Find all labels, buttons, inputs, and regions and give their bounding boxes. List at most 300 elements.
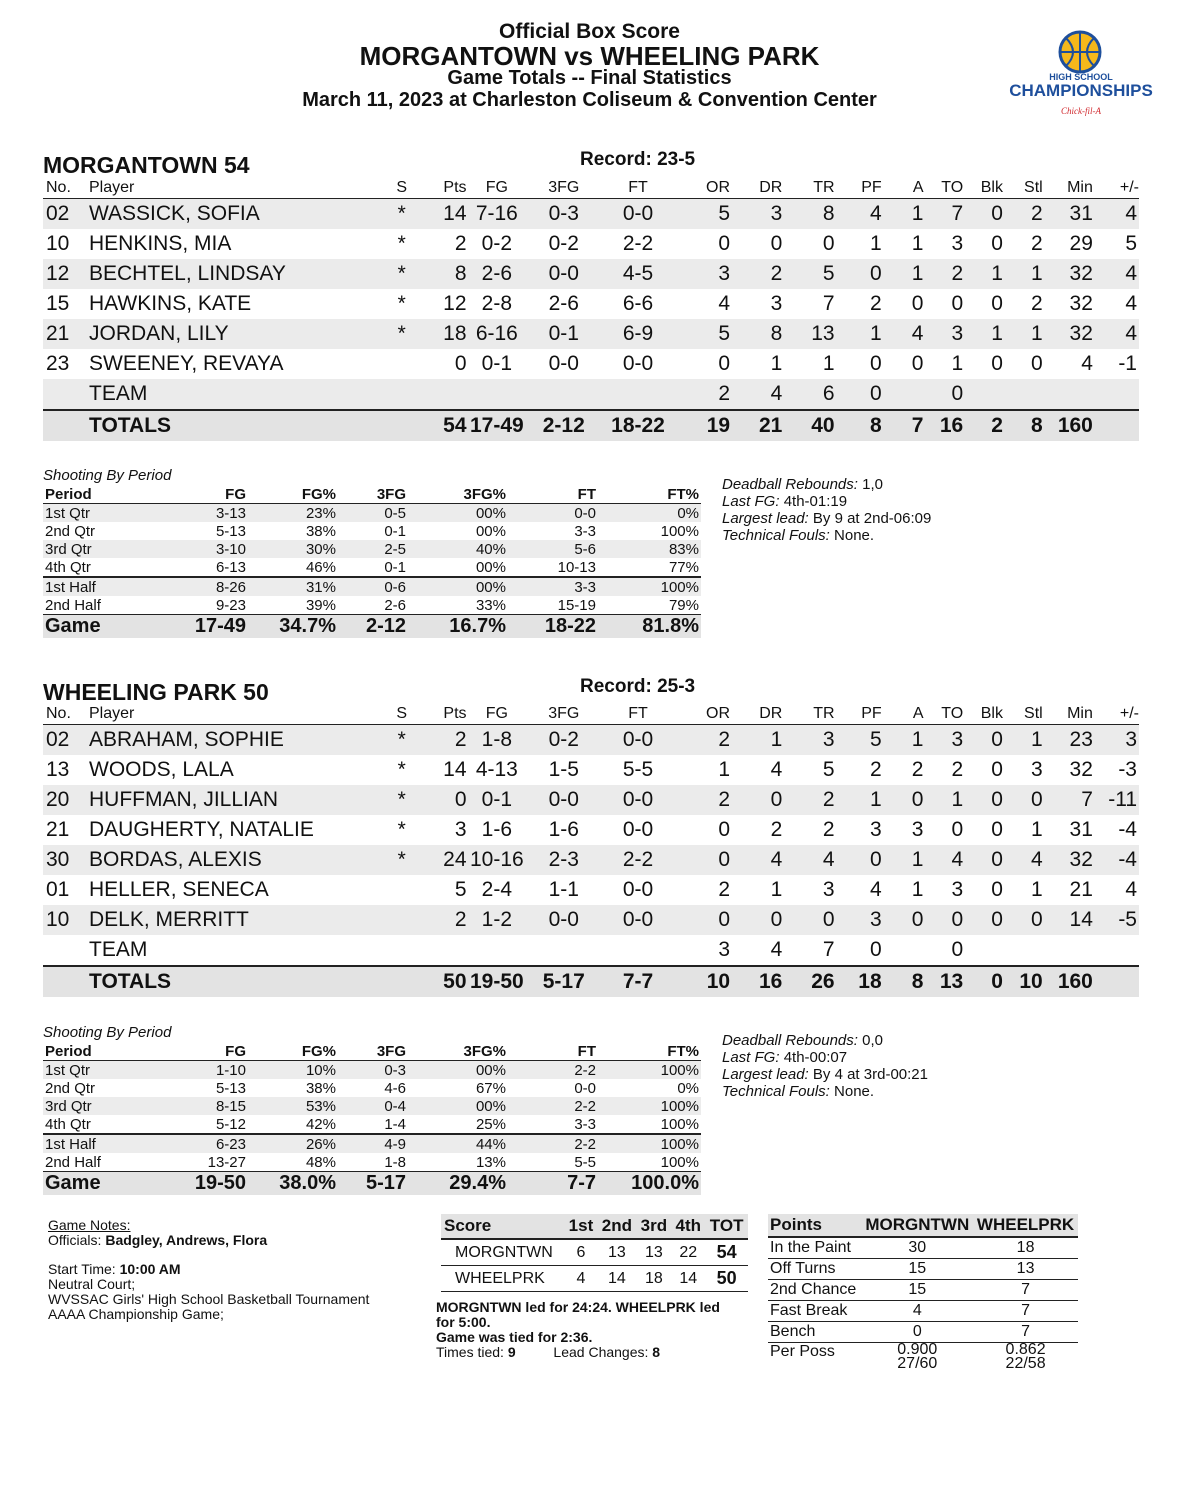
stat-tr: 3 [782, 725, 834, 756]
stat-blk: 1 [963, 259, 1003, 289]
col-3fg-header: 3FG [527, 704, 600, 725]
stat-pm: 4 [1093, 259, 1139, 289]
game-stat: 38.0% [248, 1172, 338, 1196]
period-stat: 3-3 [508, 577, 598, 596]
period-label: 4th Qtr [45, 1115, 91, 1133]
stat-ft: 0-0 [600, 785, 675, 815]
stat-fg3: 0-0 [527, 905, 600, 935]
player-name: TEAM [89, 938, 148, 961]
stat-tr: 1 [822, 352, 835, 375]
stat-dr: 4 [730, 379, 782, 410]
col-dr-header: DR [730, 704, 782, 725]
score-total: 50 [705, 1266, 748, 1292]
player-name: BECHTEL, LINDSAY [89, 259, 387, 289]
period-stat: 0-1 [384, 522, 406, 540]
stat-fg [467, 379, 528, 410]
stat-dr: 0 [730, 905, 782, 935]
stat-pf: 4 [835, 199, 882, 230]
stat-blk [963, 379, 1003, 410]
period-stat: 1-8 [384, 1153, 406, 1171]
col-number-header: No. [43, 704, 89, 725]
player-name: SWEENEY, REVAYA [89, 352, 284, 375]
period-label: 3rd Qtr [43, 1097, 143, 1115]
period-stat: 00% [408, 1061, 508, 1080]
sbp-game-row [43, 615, 701, 639]
stat-pts [416, 379, 466, 410]
stat-ft: 0-0 [622, 878, 654, 901]
period-stat: 100% [598, 1134, 701, 1153]
stat-fg3 [527, 935, 600, 966]
stat-min: 14 [1043, 905, 1093, 935]
stat-no: 15 [46, 292, 70, 315]
stat-ft: 0-0 [600, 905, 675, 935]
total-stl: 8 [1003, 410, 1043, 441]
points-row [768, 1322, 1078, 1343]
col-or-header: OR [676, 178, 730, 199]
period-stat: 100% [598, 577, 701, 596]
lead-duration: MORGNTWN led for 24:24. WHEELPRK led for 5:00. [436, 1299, 720, 1330]
game-stat: 100.0% [598, 1172, 701, 1196]
stat-blk: 0 [991, 232, 1003, 255]
stat-fg3: 0-2 [527, 725, 600, 756]
player-name: BORDAS, ALEXIS [89, 845, 387, 875]
period-label: 4th Qtr [45, 558, 91, 576]
period-stat: 0-5 [338, 504, 408, 523]
period-stat: 0% [677, 1079, 699, 1097]
period-stat: 8-26 [143, 577, 248, 596]
stat-ft: 0-0 [622, 818, 654, 841]
total-pm [1093, 410, 1139, 441]
points-category: 2nd Chance [768, 1280, 861, 1301]
header-row [43, 704, 1139, 725]
stat-fg: 7-16 [467, 199, 528, 230]
stat-stl: 0 [1003, 905, 1043, 935]
totals-row [43, 410, 1139, 441]
game-stat: 81.8% [598, 615, 701, 639]
col-tr-header: TR [782, 178, 834, 199]
score-period: 13 [636, 1239, 671, 1266]
stat-fg3: 0-0 [527, 785, 600, 815]
start-time-label: Start Time: [48, 1261, 116, 1277]
period-stat: 2-2 [508, 1134, 598, 1153]
game-notes [48, 1218, 369, 1322]
period-stat: 48% [305, 1153, 336, 1171]
stat-stl: 2 [1031, 232, 1043, 255]
stat-no: 01 [46, 878, 70, 901]
period-stat: 100% [660, 1153, 699, 1171]
stat-a: 0 [911, 352, 924, 375]
tech-label: Technical Fouls: [722, 527, 830, 544]
stat-pts: 2 [454, 232, 467, 255]
sbp-period-row [43, 1115, 701, 1134]
stat-pm: 5 [1125, 232, 1137, 255]
box-score-table [43, 178, 1139, 441]
lastfg-label: Last FG: [722, 493, 780, 510]
stat-blk: 0 [963, 845, 1003, 875]
stat-pf: 2 [869, 758, 882, 781]
stat-min: 29 [1069, 232, 1093, 255]
col-points-header: Pts [416, 704, 466, 725]
sbp-header: FG% [248, 485, 338, 504]
stat-or: 2 [676, 785, 730, 815]
player-name: HAWKINS, KATE [89, 292, 252, 315]
lead-value: By 4 at 3rd-00:21 [812, 1066, 928, 1083]
sbp-header-row [43, 485, 701, 504]
stat-dr: 1 [770, 352, 783, 375]
stat-ft: 2-2 [600, 845, 675, 875]
stat-tr: 2 [822, 818, 835, 841]
game-date-venue: March 11, 2023 at Charleston Coliseum & Convention Center [302, 89, 877, 111]
points-value: 7 [973, 1301, 1078, 1322]
points-category: Off Turns [768, 1259, 861, 1280]
stat-ft [600, 935, 675, 966]
sbp-header-row [43, 1042, 701, 1061]
stat-dr: 4 [730, 845, 782, 875]
stat-fg: 6-16 [467, 319, 528, 349]
game-stat: 19-50 [143, 1172, 248, 1196]
matchup-title: MORGANTOWN vs WHEELING PARK [359, 41, 820, 71]
box-score-table [43, 704, 1139, 997]
stat-no: 13 [46, 758, 70, 781]
stat-pf: 2 [869, 292, 882, 315]
game-stat: 2-12 [338, 615, 408, 639]
period-stat: 53% [248, 1097, 338, 1115]
period-stat: 26% [248, 1134, 338, 1153]
logo-text-main: CHAMPIONSHIPS [1009, 81, 1153, 100]
stat-fg3: 0-1 [527, 319, 600, 349]
stat-ft: 4-5 [600, 259, 675, 289]
period-stat: 00% [408, 1097, 508, 1115]
period-stat: 0-0 [574, 1079, 596, 1097]
stat-pts: 3 [454, 818, 467, 841]
times-tied-label: Times tied: [436, 1344, 504, 1360]
stat-to: 3 [951, 878, 964, 901]
stat-ft: 0-0 [600, 199, 675, 230]
col-starter-header: S [387, 704, 416, 725]
total-pf: 8 [835, 410, 882, 441]
points-category: Bench [768, 1322, 861, 1343]
sbp-period-row [43, 540, 701, 558]
stat-stl: 3 [1031, 758, 1043, 781]
period-stat: 2-2 [508, 1061, 598, 1080]
player-row [43, 199, 1139, 230]
stat-pts: 0 [416, 785, 466, 815]
stat-no: 10 [43, 905, 89, 935]
period-label: 2nd Qtr [45, 1079, 96, 1097]
stat-to: 2 [951, 758, 964, 781]
stat-tr: 3 [822, 878, 835, 901]
lastfg-value: 4th-00:07 [783, 1049, 848, 1066]
period-label: 2nd Half [45, 1153, 101, 1171]
score-period: 14 [671, 1266, 705, 1292]
sbp-header: 3FG% [408, 1042, 508, 1061]
points-value: 18 [973, 1237, 1078, 1259]
stat-fg3: 1-5 [548, 758, 579, 781]
stat-s [387, 349, 416, 379]
stat-to: 1 [923, 785, 963, 815]
period-stat: 79% [668, 596, 699, 614]
sbp-period-row [43, 558, 701, 577]
period-stat: 33% [475, 596, 506, 614]
period-stat: 1-4 [384, 1115, 406, 1133]
stat-blk: 0 [991, 292, 1003, 315]
stat-min: 4 [1081, 352, 1093, 375]
deadball-label: Deadball Rebounds: [722, 1032, 858, 1049]
stat-dr: 0 [770, 232, 783, 255]
stat-stl: 1 [1003, 725, 1043, 756]
stat-pts: 0 [454, 352, 467, 375]
stat-a: 1 [882, 199, 924, 230]
stat-stl: 1 [1031, 878, 1043, 901]
stat-pts: 12 [443, 292, 467, 315]
stat-stl: 1 [1031, 818, 1043, 841]
tech-value: None. [834, 527, 875, 544]
total-no [43, 410, 89, 441]
score-header: 2nd [597, 1214, 636, 1239]
team-notes [722, 1032, 928, 1100]
col-starter-header: S [387, 178, 416, 199]
total-or: 10 [676, 966, 730, 997]
total-tr: 40 [782, 410, 834, 441]
stat-no: 21 [43, 319, 89, 349]
total-min: 160 [1043, 966, 1093, 997]
col-pf-header: PF [835, 704, 882, 725]
sbp-period-row [43, 522, 701, 540]
period-stat: 46% [305, 558, 336, 576]
stat-blk: 0 [991, 878, 1003, 901]
points-value: 4 [861, 1301, 973, 1322]
stat-s [387, 905, 416, 935]
period-stat: 23% [248, 504, 338, 523]
lead-label: Largest lead: [722, 510, 809, 527]
period-stat: 30% [248, 540, 338, 558]
period-stat: 100% [660, 522, 699, 540]
period-stat: 44% [408, 1134, 508, 1153]
stat-fg3: 0-0 [527, 259, 600, 289]
score-header-row [441, 1214, 748, 1239]
stat-tr: 13 [782, 319, 834, 349]
period-stat: 10-13 [557, 558, 596, 576]
total-ft: 7-7 [600, 966, 675, 997]
player-name: DAUGHERTY, NATALIE [89, 818, 314, 841]
sbp-period-row [43, 1097, 701, 1115]
period-stat: 2-5 [338, 540, 408, 558]
stat-fg: 1-2 [467, 905, 528, 935]
stat-stl [1003, 935, 1043, 966]
lead-changes-label: Lead Changes: [553, 1344, 649, 1360]
period-label: 1st Qtr [43, 504, 143, 523]
period-stat: 0-4 [338, 1097, 408, 1115]
shooting-by-period-title: Shooting By Period [43, 467, 172, 484]
stat-dr: 3 [730, 199, 782, 230]
stat-stl: 2 [1031, 292, 1043, 315]
score-period: 14 [597, 1266, 636, 1292]
stat-dr: 4 [770, 758, 783, 781]
player-row [43, 725, 1139, 756]
period-stat: 31% [248, 577, 338, 596]
player-row [43, 319, 1139, 349]
stat-s: * [397, 818, 406, 841]
period-stat: 3-3 [574, 522, 596, 540]
game-stat: 16.7% [408, 615, 508, 639]
stat-no: 21 [46, 818, 70, 841]
stat-a: 0 [882, 905, 924, 935]
stat-fg: 2-4 [481, 878, 513, 901]
stat-fg: 10-16 [467, 845, 528, 875]
stat-pm: 3 [1093, 725, 1139, 756]
championships-logo [1009, 30, 1153, 122]
stat-fg: 0-1 [481, 352, 513, 375]
stat-pm [1093, 379, 1139, 410]
stat-to: 0 [951, 818, 964, 841]
totals-label: TOTALS [89, 966, 387, 997]
total-tr: 26 [782, 966, 834, 997]
stat-or: 0 [718, 818, 731, 841]
stat-fg3: 2-6 [548, 292, 579, 315]
sbp-header: Period [43, 485, 143, 504]
player-row [43, 785, 1139, 815]
stat-or: 2 [676, 379, 730, 410]
stat-to: 7 [923, 199, 963, 230]
points-header: MORGNTWN [861, 1214, 973, 1237]
stat-or: 1 [718, 758, 731, 781]
score-period: 13 [597, 1239, 636, 1266]
stat-s [387, 935, 416, 966]
score-row [441, 1266, 748, 1292]
stat-or: 5 [676, 319, 730, 349]
stat-pm: 4 [1125, 292, 1137, 315]
stat-pf: 0 [869, 938, 882, 961]
stat-pf: 3 [869, 818, 882, 841]
points-value: 7 [973, 1322, 1078, 1343]
stat-to: 4 [923, 845, 963, 875]
stat-dr: 1 [770, 878, 783, 901]
shooting-by-period-table [43, 1042, 701, 1195]
period-label: 1st Half [43, 1134, 143, 1153]
total-fg: 17-49 [467, 410, 528, 441]
stat-or: 2 [718, 878, 731, 901]
total-blk: 2 [963, 410, 1003, 441]
stat-pf: 3 [835, 905, 882, 935]
lead-changes-value: 8 [652, 1344, 661, 1360]
stat-dr: 2 [730, 259, 782, 289]
stat-min: 32 [1043, 845, 1093, 875]
period-stat: 13% [475, 1153, 506, 1171]
stat-or: 0 [676, 845, 730, 875]
period-stat: 3-10 [143, 540, 248, 558]
stat-no: 02 [43, 199, 89, 230]
game-stat: 5-17 [338, 1172, 408, 1196]
player-name: DELK, MERRITT [89, 905, 387, 935]
stat-min [1043, 935, 1093, 966]
sbp-header: FT% [598, 1042, 701, 1061]
stat-no [43, 379, 89, 410]
game-stat: 34.7% [248, 615, 338, 639]
stat-min: 7 [1043, 785, 1093, 815]
total-a: 8 [882, 966, 924, 997]
col-ft-header: FT [600, 178, 675, 199]
stat-pts: 2 [416, 725, 466, 756]
stat-blk: 0 [963, 199, 1003, 230]
stat-min: 32 [1043, 259, 1093, 289]
stat-fg: 4-13 [475, 758, 518, 781]
period-stat: 67% [475, 1079, 506, 1097]
score-period: 18 [636, 1266, 671, 1292]
stat-fg: 2-6 [467, 259, 528, 289]
start-time-value: 10:00 AM [119, 1261, 181, 1277]
col-player-header: Player [89, 704, 387, 725]
period-label: 1st Half [43, 577, 143, 596]
period-stat: 5-12 [215, 1115, 246, 1133]
stat-a: 1 [882, 259, 924, 289]
stat-fg3: 0-3 [527, 199, 600, 230]
col-points-header: Pts [416, 178, 466, 199]
stat-or: 3 [676, 259, 730, 289]
col-ft-header: FT [600, 704, 675, 725]
period-stat: 5-5 [574, 1153, 596, 1171]
logo-text-top: HIGH SCHOOL [1049, 72, 1113, 82]
col-blocks-header: Blk [963, 178, 1003, 199]
period-stat: 3-13 [143, 504, 248, 523]
period-stat: 8-15 [143, 1097, 248, 1115]
points-row [768, 1280, 1078, 1301]
score-team: MORGNTWN [441, 1239, 565, 1266]
total-min: 160 [1043, 410, 1093, 441]
stat-a: 1 [911, 878, 924, 901]
team-notes [722, 476, 931, 544]
stat-min: 32 [1069, 292, 1093, 315]
stat-s: * [387, 785, 416, 815]
col-steals-header: Stl [1003, 704, 1043, 725]
points-header: WHEELPRK [973, 1214, 1078, 1237]
deadball-value: 1,0 [862, 476, 883, 493]
points-value: 7 [973, 1280, 1078, 1301]
stat-pts: 5 [454, 878, 467, 901]
game-note-line: Neutral Court; [48, 1276, 136, 1292]
per-poss-row [768, 1343, 1078, 1372]
col-3fg-header: 3FG [527, 178, 600, 199]
col-turnovers-header: TO [923, 178, 963, 199]
period-stat: 42% [305, 1115, 336, 1133]
total-pm [1093, 966, 1139, 997]
score-header: 3rd [636, 1214, 671, 1239]
stat-to: 0 [923, 379, 963, 410]
stat-min: 32 [1069, 758, 1093, 781]
times-tied-value: 9 [507, 1344, 516, 1360]
stat-blk: 0 [963, 905, 1003, 935]
stat-tr: 0 [822, 232, 835, 255]
stat-dr: 4 [770, 938, 783, 961]
team-name: WHEELING PARK 50 [43, 679, 269, 705]
stat-dr: 3 [770, 292, 783, 315]
sbp-period-row [43, 577, 701, 596]
lead-summary [436, 1300, 736, 1360]
points-header-row [768, 1214, 1078, 1237]
player-row [43, 875, 1139, 905]
period-label: 1st Qtr [43, 1061, 143, 1080]
stat-or: 5 [676, 199, 730, 230]
stat-a: 3 [911, 818, 924, 841]
points-row [768, 1301, 1078, 1322]
lead-value: By 9 at 2nd-06:09 [812, 510, 932, 527]
stat-pm: 4 [1093, 319, 1139, 349]
stat-pts [416, 935, 466, 966]
stat-s: * [397, 292, 406, 315]
total-pts: 54 [416, 410, 466, 441]
period-stat: 100% [598, 1097, 701, 1115]
total-stl: 10 [1003, 966, 1043, 997]
stat-pts: 2 [416, 905, 466, 935]
